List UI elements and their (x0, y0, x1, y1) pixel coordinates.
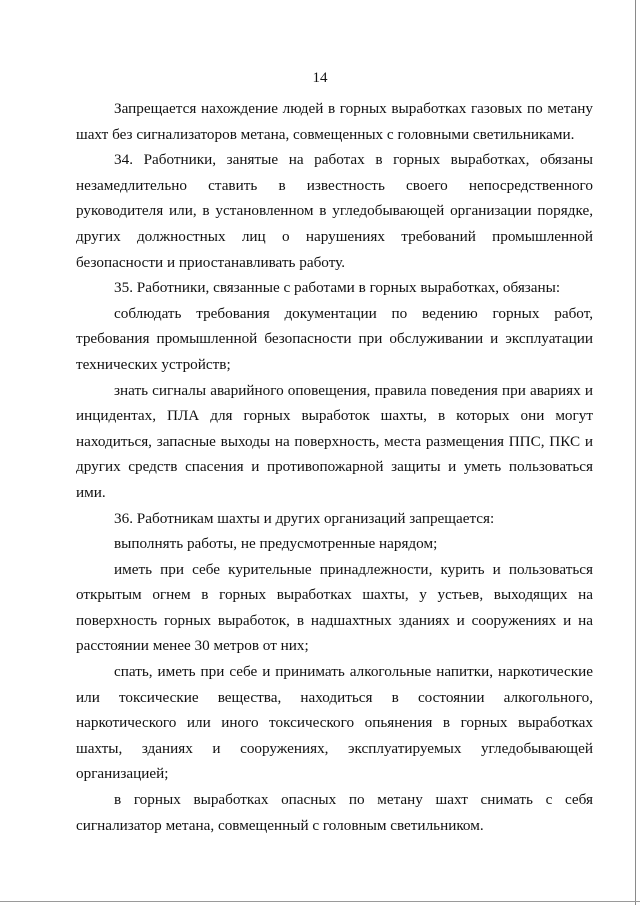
paragraph: соблюдать требования документации по ведению горных работ, требования промышленной безопасности при обслуживании и эксплуатации технических устройств; (76, 304, 593, 373)
paragraph: Запрещается нахождение людей в горных выработках газовых по метану шахт без сигнализаторов метана, совмещенных с головными светильниками. (76, 100, 593, 143)
paragraph: выполнять работы, не предусмотренные нарядом; (114, 535, 438, 553)
paragraph: иметь при себе курительные принадлежности, курить и пользоваться открытым огнем в горных выработках шахты, у устьев, выходящих на поверхность горных выработок, в надшахтных зданиях и сооружениях и на расстоянии менее 30 метров от них; (76, 560, 593, 655)
page-edge-right (635, 0, 636, 905)
paragraph: знать сигналы аварийного оповещения, правила поведения при авариях и инцидентах, ПЛА для горных выработок шахты, в которых они могут находиться, запасные выходы на поверхность, места размещения ППС, ПКС и других средств спасения и противопожарной защиты и уметь пользоваться ими. (76, 381, 593, 501)
document-body (76, 96, 593, 838)
paragraph: в горных выработках опасных по метану шахт снимать с себя сигнализатор метана, совмещенный с головным светильником. (76, 791, 593, 834)
page-edge-bottom (0, 901, 640, 902)
paragraph: спать, иметь при себе и принимать алкогольные напитки, наркотические или токсические вещества, находиться в состоянии алкогольного, наркотического или иного токсического опьянения в горных выработках шахты, зданиях и сооружениях, эксплуатируемых угледобывающей организацией; (76, 663, 593, 783)
paragraph-clause-35: 35. Работники, связанные с работами в горных выработках, обязаны: (114, 279, 561, 297)
paragraph-clause-34: 34. Работники, занятые на работах в горных выработках, обязаны незамедлительно ставить в известность своего непосредственного руководителя или, в установленном в угледобывающей организации порядке, других должностных лиц о нарушениях требований промышленной безопасности и приостанавливать работу. (76, 151, 593, 271)
paragraph-clause-36: 36. Работникам шахты и других организаций запрещается: (114, 509, 495, 527)
page-number: 14 (312, 70, 328, 86)
